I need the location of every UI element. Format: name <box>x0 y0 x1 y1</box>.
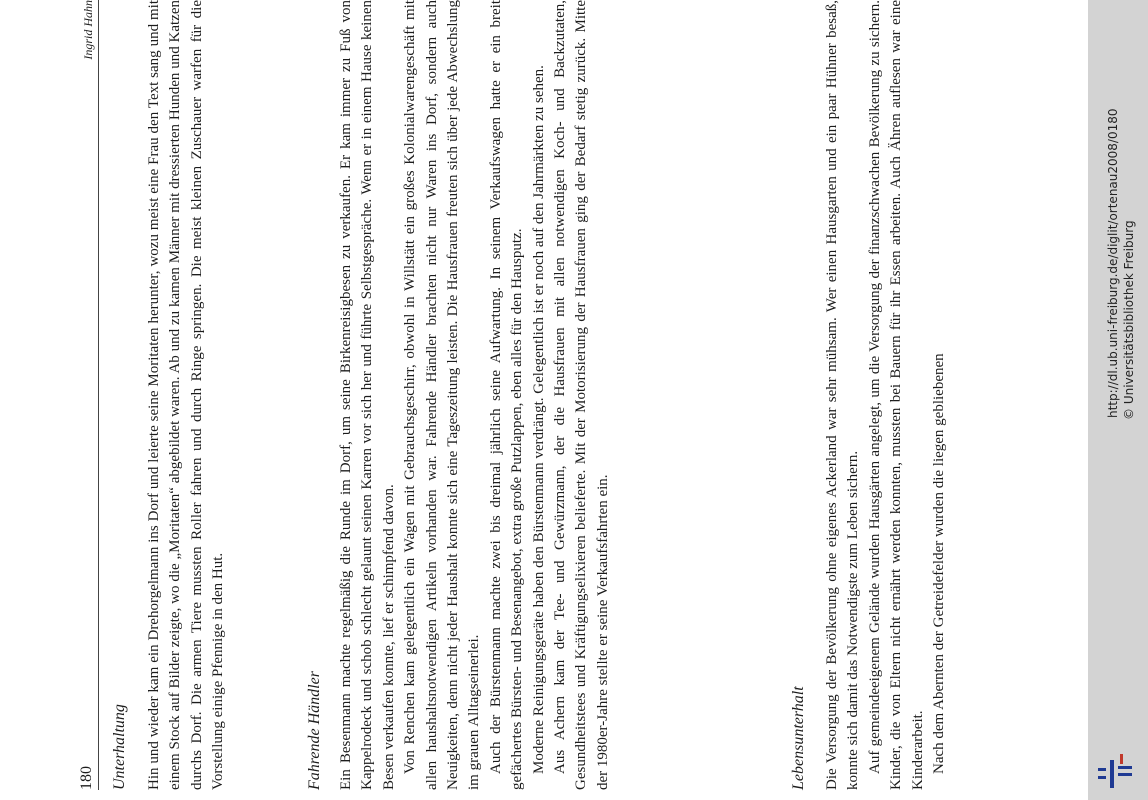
page-header <box>72 0 99 790</box>
paragraph: Moderne Reinigungsgeräte haben den Bürstenmann verdrängt. Gelegentlich ist er noch auf den Jahrmärkten zu sehen. <box>530 65 547 774</box>
scanned-page <box>30 0 1090 790</box>
section-heading-haendler: Fahrende Händler <box>306 671 323 790</box>
section-heading-unterhaltung: Unterhaltung <box>111 704 128 790</box>
ub-freiburg-logo-icon <box>1094 742 1142 790</box>
copyright-notice: © Universitätsbibliothek Freiburg <box>1122 220 1136 420</box>
section-body-haendler <box>336 0 614 790</box>
library-strip-text <box>1088 0 1148 800</box>
paragraph: Auf gemeindeeigenem Gelände wurden Hausgärten angelegt, um die Versorgung der finanzschwachen Bevölkerung zu sichern. Kinder, die von Eltern nicht ernährt werden konnten, mussten bei Bauern für ihr Essen arbeiten. Auch Ähren auflesen war eine Kinderarbeit. <box>866 0 926 790</box>
library-strip <box>1088 0 1148 800</box>
page-number: 180 <box>78 766 95 790</box>
paragraph: Die Versorgung der Bevölkerung ohne eigenes Ackerland war sehr mühsam. Wer einen Hausgarten und ein paar Hühner besaß, konnte sich damit das Notwendigste zum Leben sichern. <box>824 0 862 790</box>
paragraph: Aus Achern kam der Tee- und Gewürzmann, der die Hausfrauen mit allen notwendigen Koch- und Backzutaten, Gesundheitstees und Kräftigungselixieren belieferte. Mit der Motorisierung der Hausfrauen ging der Bedarf stetig zurück. Mitte der 1980er-Jahre stellte er seine Verkaufsfahrten ein. <box>552 0 611 790</box>
source-url-link[interactable]: http://dl.ub.uni-freiburg.de/diglit/ortenau2008/0180 <box>1106 108 1120 418</box>
running-head: Ingrid Hahn <box>81 0 95 60</box>
paragraph: Hin und wieder kam ein Drehorgelmann ins Dorf und leierte seine Moritaten herunter, wozu meist eine Frau den Text sang und mit einem Stock auf Bilder zeigte, wo die „Moritaten“ abgebildet waren. Ab und zu kamen Männer mit dressierten Hunden und Katzen durchs Dorf. Die armen Tiere mussten Roller fahren und durch Ringe springen. Die meist kleinen Zuschauer warfen für die Vorstellung einige Pfennige in den Hut. <box>146 0 227 790</box>
section-body-unterhaltung <box>144 0 230 790</box>
paragraph: Ein Besenmann machte regelmäßig die Runde im Dorf, um seine Birkenreisigbesen zu verkaufen. Er kam immer zu Fuß von Kappelrodeck und schob schlecht gelaunt seinen Karren vor sich her und führte Selbstgespräche. Wenn er in einem Hause keinen Besen verkaufen konnte, lief er schimpfend davon. <box>338 0 397 790</box>
section-heading-lebensunterhalt: Lebensunterhalt <box>790 686 807 790</box>
paragraph: Von Renchen kam gelegentlich ein Wagen mit Gebrauchsgeschirr, obwohl in Willstätt ein großes Kolonialwarengeschäft mit allen haushaltsnotwendigen Artikeln vorhanden war. Fahrende Händler brachten nicht nur Waren ins Dorf, sondern auch Neuigkeiten, denn nicht jeder Haushalt konnte sich eine Tageszeitung leisten. Die Hausfrauen freuten sich über jede Abwechslung im grauen Alltagseinerlei. <box>402 0 483 790</box>
section-body-lebensunterhalt <box>822 0 950 790</box>
paragraph: Auch der Bürstenmann machte zwei bis dreimal jährlich seine Aufwartung. In seinem Verkaufswagen hatte er ein breit gefächertes Bürsten- und Besenangebot, extra große Putzlappen, eben alles für den Hausputz. <box>487 0 526 790</box>
paragraph: Nach dem Abernten der Getreidefelder wurden die liegen gebliebenen <box>931 353 948 774</box>
